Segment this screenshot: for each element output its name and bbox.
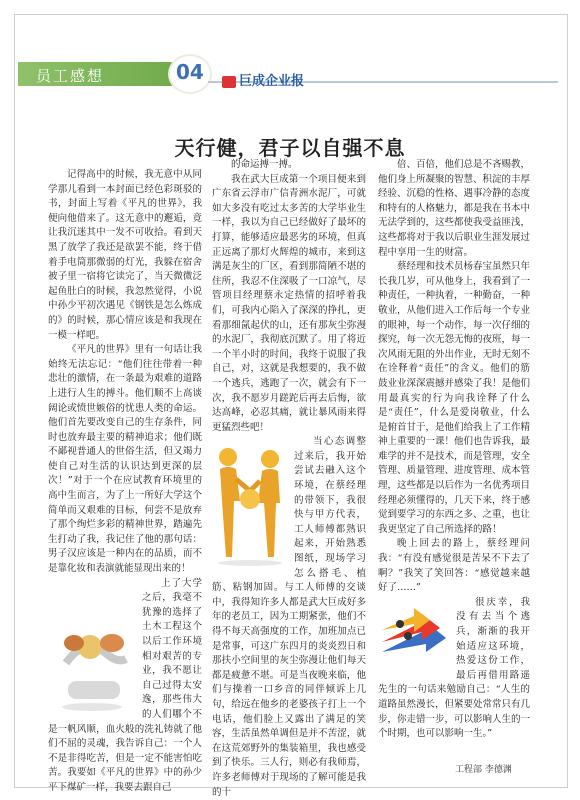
logo-icon	[222, 76, 236, 88]
section-title: 员工感想	[36, 67, 105, 85]
article-column-2	[212, 158, 366, 798]
issue-number: 04	[176, 60, 204, 84]
paragraph: 的命运搏一搏。	[231, 159, 298, 170]
paragraph: 上了大学之后，我毫不犹豫的选择了土木工程这个以后工作环境相对艰苦的专业，我不愿让自己过得太安逸，那些伟大的人们哪个不是一帆风顺，血火般的洗礼铸就了他们不屈的灵魂，我告诉自己：一个人不是非得吃苦，但是一定不能害怕吃苦。我要如《平凡的世界》中的孙少平下煤矿一样，我要去跟自己	[48, 577, 202, 793]
paragraph: 晚上回去的路上，蔡经理问我：“有没有感觉很是苦呆不下去了啊？”我笑了笑回答：“感觉越来越好了……”	[378, 538, 530, 594]
arrow-race-illustration	[378, 602, 450, 668]
article-column-3	[378, 158, 530, 758]
article-column-1	[48, 168, 202, 793]
publication-logo	[222, 70, 304, 89]
handshake-illustration	[212, 439, 288, 567]
article-title: 天行健，君子以自强不息	[174, 136, 406, 160]
paragraph: 很庆幸，我没有去当个逃兵，渐渐的我开始适应这环境，热爱这份工作，最后再借用路遥先生的一句话来勉励自己：“人生的道路虽然漫长，但紧要处常常只有几步，你走错一步，可以影响人生的一个时期，也可以影响一生。”	[378, 596, 531, 740]
paragraph: 记得高中的时候，我无意中从同学那儿看到一本封面已经色彩斑驳的书，封面上写着《平凡的世界》，我便向他借来了。这无意中的邂逅，竟让我沉迷其中一发不可收拾。看到天黑了放学了我还是欲罢不能，终于借着手电筒那微弱的灯光，我躲在宿舍被子里一宿将它读完了，当天微微泛起鱼肚白的时候，我忽然觉得，小说中孙少平初次遇见《钢铁是怎么炼成的》的时候，那心情应该是和我现在一模一样吧。	[48, 169, 202, 341]
paragraph: 当心态调整过来后，我开始尝试去融入这个环境，在蔡经理的带领下，我很快与甲方代表，工人师傅都熟识起来，开始熟悉图纸，现场学习怎么搭毛、植筋、粘钢加固。与工人师傅的交谈中，我得知许多人都是武大巨成好多年的老员工，因为工期紧张，他们不得不每天高强度的工作，加班加点已是常事，可这广东四月的炎炎烈日和那扶小空间里的灰尘弥漫让他们每天都是疲惫不堪。可是当夜晚来临，他们与操着一口乡音的同伴倾诉上几句，给远在他乡的老婆孩子打上一个电话，他们脸上又露出了满足的笑容，生活虽然单调但是并不苦涩，就在这荒郊野外的集装箱里，我也感受到了快乐。三人行，则必有我师焉，许多老师傅对于现场的了解可能是我的十	[212, 436, 366, 798]
paragraph: 倍、百倍，他们总是不吝赐教，他们身上所凝聚的智慧、积淀的丰厚经验、沉稳的性格、遇事冷静的态度和特有的人格魅力，都是我在书本中无法学到的，这些都使我受益匪浅，这些都将对于我以后职业生涯发展过程中享用一生的财富。	[378, 159, 531, 258]
author-byline: 工程部 李德渊	[455, 765, 512, 775]
publication-name: 巨成企业报	[239, 74, 305, 89]
paragraph: 《平凡的世界》里有一句话让我始终无法忘记：“他们往往带着一种悲壮的激情，在一条最为艰难的道路上进行人生的搏斗。他们顺不上高谈阔论或愤世嫉俗的忧患人类的命运。他们首先要改变自己的生存条件，同时也放弃最主要的精神追求；他们既不鄙视普通人的世俗生活，但又竭力使自己对生活的认识达到更深的层次！”对于一个在应试教育环境里的高中生而言，为了上一所好大学这个简单而又艰难的目标，何尝不是放弃了那个绚烂多彩的精神世界，踏遍先生打动了我，我记住了他的那句话：男子汉应该是一种内在的品质，而不是靠化妆和表演就能显现出来的！	[48, 344, 202, 575]
hand-trophy-illustration	[48, 603, 136, 713]
paragraph: 我在武大巨成第一个项目便来到广东省云浮市广信青洲水泥厂，可就如大多没有吃过太多苦的大学毕业生一样，我以为自己已经做好了最坏的打算，能够适应最恶劣的环境，但真正远离了那灯火辉煌的城市，来到这满是灰尘的厂区，看到那简陋不堪的住所，我忍不住深吸了一口凉气，尽管项目经理蔡永定热情的招呼着我们，可我内心陷入了深深的挣扎，更看那细氤起伏的山，还有那灰尘弥漫的水泥厂，我彻底沉默了。用了将近一个半小时的时间，我终于说服了我自己，对，这就是我想要的，我不做一个逃兵，逃跑了一次，就会有下一次，我不愿岁月蹉跎后再去后悔，欲达高峰，必忍其痛，就让暴风雨来得更猛烈些吧！	[212, 173, 366, 433]
paragraph: 蔡经理和技术员杨春宝虽然只年长我几岁，可从他身上，我看到了一种责任，一种执着，一种勤奋，一种敬业，从他们进入工作后每一个专业的眼神，每一个动作，每一次仔细的探究，每一次无怨无悔的夜班，每一次风雨无阻的外出作业，无时无刻不在诠释着“责任”的含义。他们的筋鼓业业深深震撼并感染了我！是他们用最真实的行为向我诠释了什么是“责任”，什么是爱岗敬业，什么是俯首甘于，是他们给我上了工作精神上重要的一课！他们也告诉我，最难学的并不是技术，而是管理，安全管理、质量管理、进度管理、成本管理，这些都是以后作为一名优秀项目经理必须懂得的，几天下来，终于感觉到要学习的东西之多、之重，也让我更坚定了自己所选择的路！	[378, 261, 531, 535]
